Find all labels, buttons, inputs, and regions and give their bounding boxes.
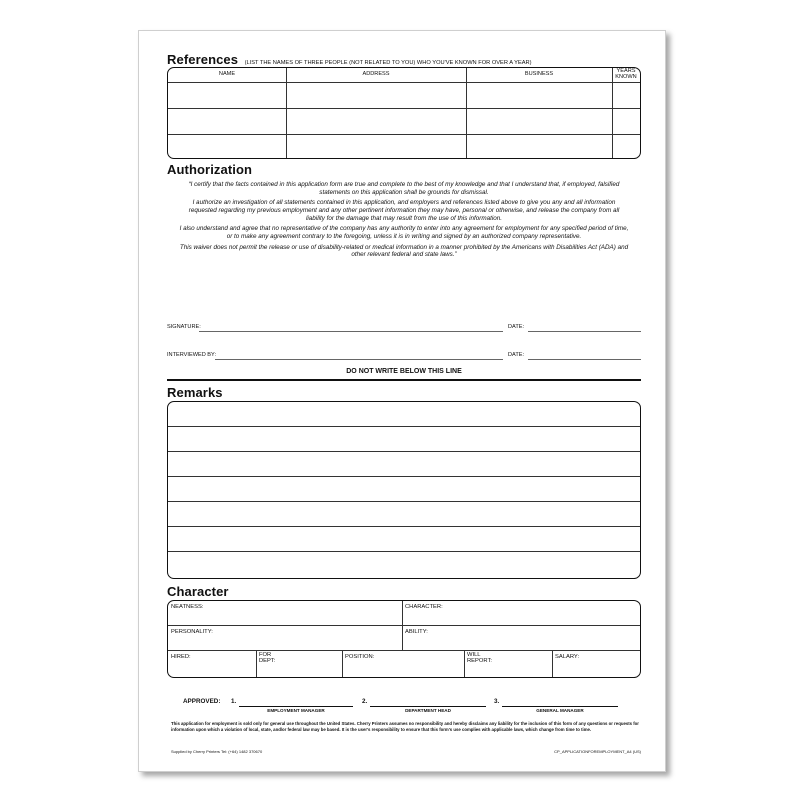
approval-number-2: 2. (362, 698, 368, 705)
will-report-label-line1: WILL (467, 652, 481, 658)
character-row-divider (168, 650, 640, 651)
authorization-paragraph: I authorize an investigation of all statements contained in this application, and employers and references listed above to give you any and all information requested regarding my previous employment and any other pertinent information they may have, personal or otherwise, and release the company from all liability for the damage that may result from the use of this information. (188, 199, 620, 222)
remarks-box[interactable] (167, 401, 641, 579)
remarks-line (168, 426, 640, 427)
application-form-page (138, 30, 666, 772)
table-column-divider (466, 68, 467, 158)
signature-line[interactable] (199, 331, 503, 332)
do-not-write-rule (167, 379, 641, 381)
table-column-divider (286, 68, 287, 158)
for-dept-label-line2: DEPT: (259, 658, 276, 665)
approval-line-2[interactable] (370, 706, 486, 707)
table-row-divider (168, 108, 640, 109)
for-dept-label (259, 652, 275, 664)
legal-disclaimer: This application for employment is sold only for general use throughout the United States. Cherry Printers assumes no responsibility and hereby disclaims any liability for the inclusion of this form of any questions or requests for information upon which a violation of local, state, and/or federal law may be based. It is the user's responsibility to ensure that this form's use complies with applicable laws, which change from time to time. (171, 721, 639, 732)
interviewed-by-line[interactable] (215, 359, 503, 360)
character-column-divider (402, 601, 403, 650)
for-dept-label-line1: FOR (259, 652, 272, 658)
personality-label: PERSONALITY: (171, 629, 213, 635)
character-box (167, 600, 641, 678)
references-title: References (167, 52, 239, 67)
column-years-known: YEARS KNOWN (615, 68, 637, 80)
authorization-paragraph: This waiver does not permit the release or use of disability-related or medical information in a manner prohibited by the Americans with Disabilities Act (ADA) and other relevant federal and state laws.” (179, 243, 629, 259)
supplier-note: Supplied by Cherry Printers Tel: (+64) 1482 370670 (171, 749, 263, 754)
character-column-divider (464, 650, 465, 677)
character-label: CHARACTER: (405, 604, 443, 610)
remarks-line (168, 551, 640, 552)
general-manager-caption: GENERAL MANAGER (536, 708, 584, 713)
column-name: NAME (218, 71, 236, 77)
character-title: Character (167, 584, 229, 599)
authorization-title: Authorization (167, 162, 253, 177)
approval-line-3[interactable] (502, 706, 618, 707)
approval-number-1: 1. (231, 698, 237, 705)
signature-label: SIGNATURE: (167, 324, 201, 330)
authorization-paragraph: I also understand and agree that no representative of the company has any authority to enter into any agreement for employment for any specified period of time, or to make any agreement contrary to the foregoing, unless it is in writing and signed by an authorized company representative. (179, 225, 629, 241)
authorization-paragraph: “I certify that the facts contained in this application form are true and complete to the best of my knowledge and that I understand that, if employed, falsified statements on this application shall be grounds for dismissal. (188, 181, 620, 196)
column-address: ADDRESS (362, 71, 390, 77)
remarks-line (168, 501, 640, 502)
character-column-divider (342, 650, 343, 677)
will-report-label (467, 652, 492, 664)
employment-manager-caption: EMPLOYMENT MANAGER (267, 708, 325, 713)
do-not-write-notice: DO NOT WRITE BELOW THIS LINE (346, 368, 462, 375)
column-business: BUSINESS (524, 71, 554, 77)
department-head-caption: DEPARTMENT HEAD (405, 708, 451, 713)
hired-label: HIRED: (171, 654, 191, 660)
remarks-line (168, 451, 640, 452)
table-header-divider (168, 82, 640, 83)
remarks-line (168, 526, 640, 527)
interview-date-line[interactable] (528, 359, 641, 360)
form-code: CP_APPLICATIONFOREMPLOYMENT_A4 (US) (554, 749, 641, 754)
authorization-text (179, 181, 629, 262)
interview-date-label: DATE: (508, 352, 525, 358)
character-column-divider (552, 650, 553, 677)
references-note: (LIST THE NAMES OF THREE PEOPLE (NOT RELATED TO YOU) WHO YOU'VE KNOWN FOR OVER A YEAR) (244, 60, 532, 66)
remarks-title: Remarks (167, 385, 223, 400)
neatness-label: NEATNESS: (171, 604, 204, 610)
salary-label: SALARY: (555, 654, 580, 660)
table-row-divider (168, 134, 640, 135)
remarks-line (168, 476, 640, 477)
ability-label: ABILITY: (405, 629, 428, 635)
position-label: POSITION: (345, 654, 375, 660)
approved-label: APPROVED: (183, 698, 221, 705)
character-row-divider (168, 625, 640, 626)
references-table (167, 67, 641, 159)
approval-line-1[interactable] (239, 706, 353, 707)
date-label: DATE: (508, 324, 525, 330)
table-column-divider (612, 68, 613, 158)
character-column-divider (256, 650, 257, 677)
approval-number-3: 3. (494, 698, 500, 705)
will-report-label-line2: REPORT: (467, 658, 493, 665)
interviewed-by-label: INTERVIEWED BY: (167, 352, 217, 358)
date-line[interactable] (528, 331, 641, 332)
